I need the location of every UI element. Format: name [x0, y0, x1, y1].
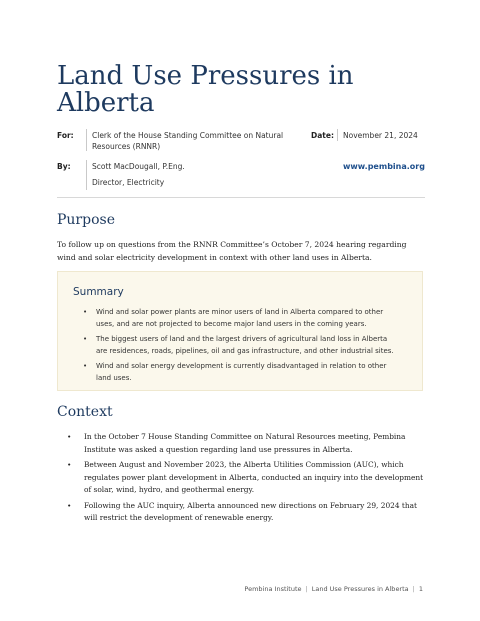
- page-number: 1: [418, 585, 423, 593]
- purpose-heading: Purpose: [57, 212, 115, 228]
- summary-item-text: Wind and solar energy development is currently disadvantaged in relation to other land uses.: [96, 362, 387, 382]
- footer-separator: |: [305, 585, 308, 593]
- summary-list: [58, 306, 424, 387]
- summary-item-text: The biggest users of land and the largest drivers of agricultural land loss in Alberta are residences, roads, pipelines, oil and gas infrastructure, and other industrial sites.: [96, 335, 394, 355]
- bullet-icon: •: [67, 500, 72, 510]
- page-title: Land Use Pressures in Alberta: [57, 61, 354, 118]
- bullet-icon: •: [83, 308, 88, 316]
- divider: [86, 129, 87, 151]
- purpose-text: To follow up on questions from the RNNR Committee’s October 7, 2024 hearing regarding wind and solar electricity development in context with other land uses in Alberta.: [57, 240, 407, 262]
- summary-heading: Summary: [73, 286, 124, 298]
- bullet-icon: •: [67, 460, 72, 469]
- footer-doc-title: Land Use Pressures in Alberta: [311, 585, 409, 593]
- header-divider: [57, 197, 425, 198]
- bullet-icon: •: [83, 362, 88, 370]
- for-label: For:: [57, 131, 74, 140]
- date-value: November 21, 2024: [343, 131, 418, 140]
- context-item-text: Between August and November 2023, the Alberta Utilities Commission (AUC), which regulates power plant development in Alberta, conducted an inquiry into the development of solar, wind, hydro, and geothermal energy.: [84, 460, 424, 494]
- footer-separator: |: [412, 585, 415, 593]
- author-role: Director, Electricity: [92, 178, 165, 187]
- context-item-text: Following the AUC inquiry, Alberta announced new directions on February 29, 2024 that will restrict the development of renewable energy.: [84, 500, 418, 522]
- recipient: Clerk of the House Standing Committee on Natural Resources (RNNR): [92, 131, 284, 151]
- list-item: [57, 431, 424, 456]
- context-heading: Context: [57, 404, 113, 420]
- footer-org: Pembina Institute: [244, 585, 302, 593]
- website-link[interactable]: www.pembina.org: [343, 162, 425, 171]
- context-list: [57, 431, 432, 528]
- bullet-icon: •: [83, 335, 88, 343]
- list-item: [58, 306, 396, 330]
- list-item: [57, 459, 424, 497]
- summary-item-text: Wind and solar power plants are minor users of land in Alberta compared to other uses, and are not projected to become major land users in the coming years.: [96, 308, 384, 328]
- summary-box: [57, 271, 423, 391]
- list-item: [58, 333, 396, 357]
- date-label: Date:: [311, 131, 334, 140]
- divider: [337, 129, 338, 141]
- list-item: [58, 360, 396, 384]
- page-footer: [244, 585, 423, 593]
- by-label: By:: [57, 162, 71, 171]
- list-item: [57, 500, 424, 525]
- author-name: Scott MacDougall, P.Eng.: [92, 162, 185, 171]
- bullet-icon: •: [67, 432, 72, 441]
- divider: [86, 160, 87, 190]
- context-item-text: In the October 7 House Standing Committee on Natural Resources meeting, Pembina Institute was asked a question regarding land use pressures in Alberta.: [84, 432, 406, 454]
